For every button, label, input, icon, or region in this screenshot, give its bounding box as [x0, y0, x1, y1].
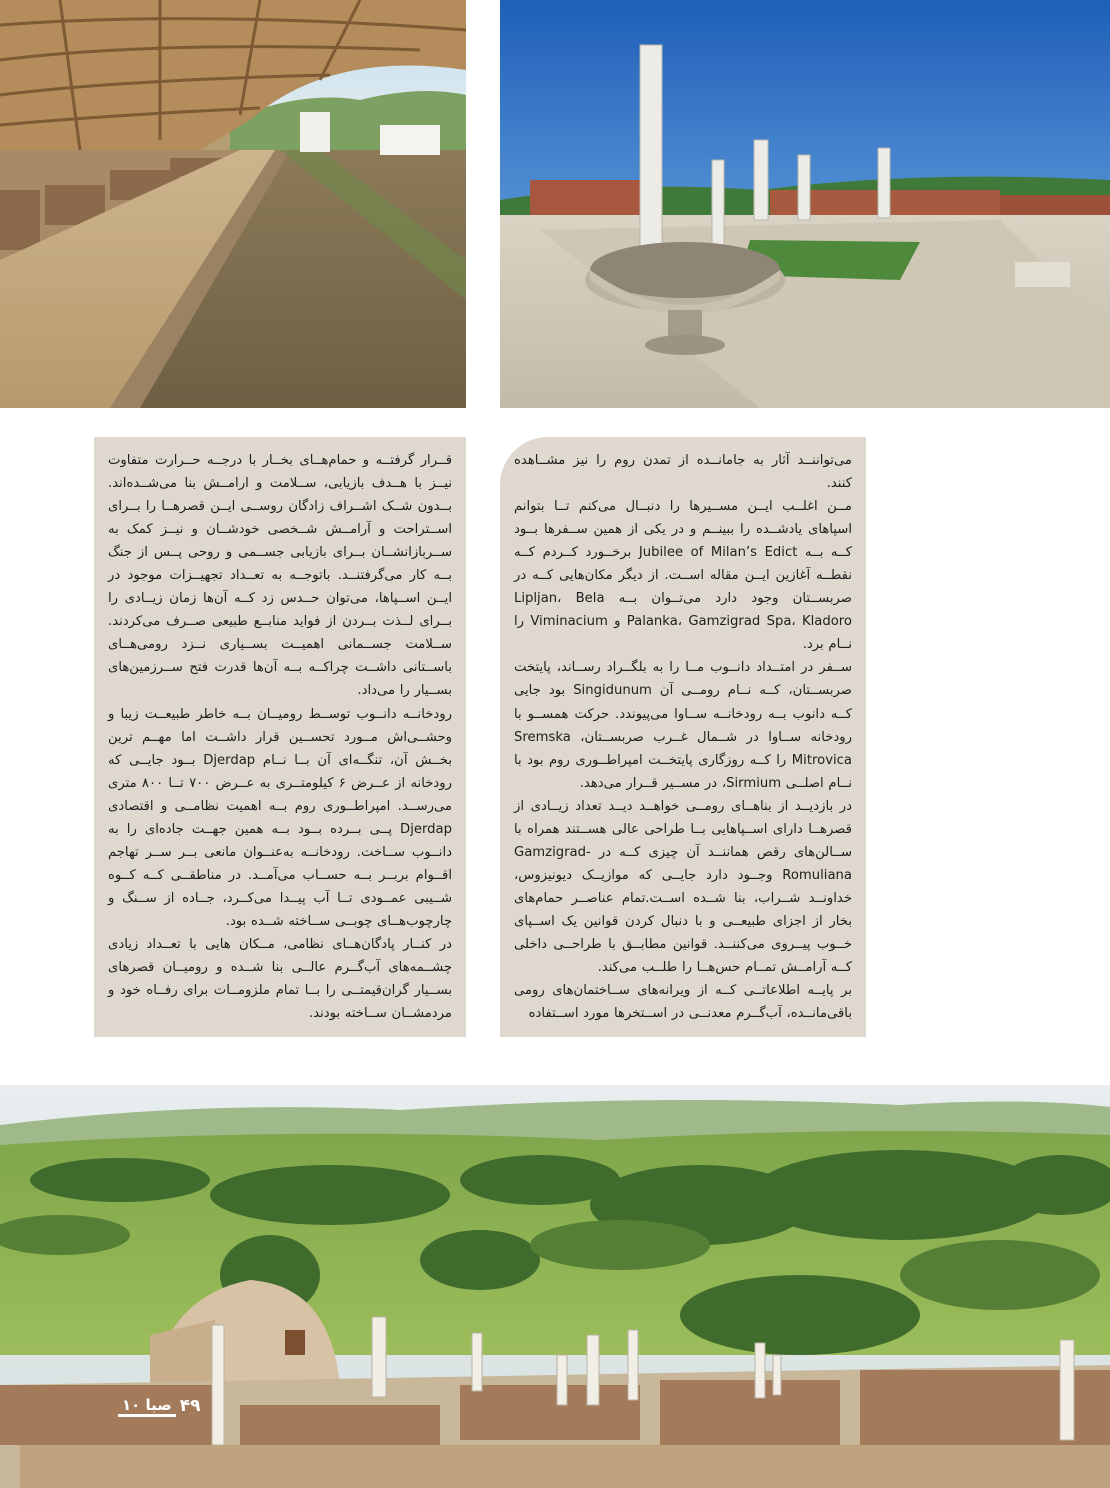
paragraph: ســفر در امتــداد دانــوب مــا را به بلگــراد رســاند، پایتخت صربســتان، کــه نــام رومــی آن Singidunum بود جایی کــه دانوب بــه رودخانــه ســاوا می‌پیوندد. حرکت همســو با رودخانه ســاوا در شــمال غــرب صربســتان، Sremska Mitrovica را کــه روزگاری پایتخــت امپراطــوری روم بود با نــام اصلــی Sirmium، در مســیر قــرار می‌دهد.	[514, 660, 852, 791]
paragraph: می‌تواننــد آثار به جامانــده از تمدن روم را نیز مشــاهده کنند.	[514, 453, 852, 492]
page-folio	[118, 1394, 201, 1418]
roman-bath-shelter-photo	[0, 0, 466, 408]
felix-romuliana-panorama-photo	[0, 1085, 1110, 1488]
paragraph: رودخانــه دانــوب توســط رومیــان بــه خاطر طبیعــت زیبا و وحشــی‌اش مــورد تحســین قرار داشــت اما مهــم ترین بخــش آن، تنگــه‌ای آن بــا نــام Djerdap بــود جایــی که رودخانه از عــرض ۶ کیلومتــری به عــرض ۷۰۰ تــا ۸۰۰ متری می‌رســد. امپراطــوری روم بــه اهمیت نظامــی و اقتصادی Djerdap پــی بــرده بــود بــه همین جهــت جاده‌ای را به دانــوب ســاخت. رودخانــه به‌عنــوان مانعی بــر ســر تهاجم اقــوام بربــر بــه حســاب می‌آمــد. در مناطقــی کــه کــوه شــیبی عمــودی تــا آب پیــدا می‌کــرد، جــاده از ســنگ و چارچوب‌هــای چوبــی ســاخته شــده بود.	[108, 706, 452, 929]
article-column-left	[94, 437, 466, 1037]
magazine-logo: ۱۰ صبا	[118, 1396, 176, 1417]
paragraph: مــن اغلــب ایــن مســیرها را دنبــال می‌کنم تــا بتوانم اسپاهای یادشــده را ببینــم و در یکی از همین ســفرها بــود کــه بــه Jubilee of Milan’s Edict برخــورد کــردم کــه نقطــه آغازین ایــن مقاله اســت. از دیگر مکان‌هایی کــه در صربســتان وجود دارد می‌تــوان بــه Lipljan، Bela Palanka، Gamzigrad Spa، Kladoro و Viminacium را نــام برد.	[514, 499, 852, 653]
paragraph: بر پایــه اطلاعاتــی کــه از ویرانه‌های ســاختمان‌های رومی باقی‌مانــده، آب‌گــرم معدنــی در اســتخرها مورد اســتفاده	[514, 983, 852, 1022]
stone-basin-and-columns-photo	[500, 0, 1110, 408]
paragraph: در بازدیــد از بناهــای رومــی خواهــد دیــد تعداد زیــادی از قصرهــا دارای اســپاهایی بــا طراحی عالی هســتند همراه با ســالن‌های رقص هماننــد آن چیزی کــه در Gamzigrad-Romuliana وجــود دارد جایــی که موازیــک دیونیزوس، خداونــد شــراب، بنا شــده اســت.تمام عناصــر حمام‌های بخار از اجزای طبیعــی و با دنبال کردن قوانین یک اســپای خــوب پیــروی می‌کننــد. قوانین مطابــق با طراحــی داخلی کــه آرامــش تمــام حس‌هــا را طلــب می‌کند.	[514, 798, 852, 976]
article-column-right	[500, 437, 866, 1037]
paragraph: قــرار گرفتــه و حمام‌هــای بخــار با درجــه حــرارت متفاوت نیــز با هــدف بازیابی، ســلامت و ارامــش بنا می‌شــده‌اند. بــدون شــک اشــراف زادگان روســی ایــن قصرهــا را بــرای اســتراحت و آرامــش شــخصی خودشــان و نیــز کمک به ســربازانشــان بــرای بازیابی جســمی و روحی پــس از جنگ بــه کار می‌گرفتنــد. باتوجــه به تعــداد تجهیــزات موجود در ایــن اســپاها، می‌توان حــدس زد کــه آن‌ها زمان زیــادی را بــرای لــذت بــردن از فواید منابــع طبیعی صــرف می‌کردند. ســلامت جســمانی اهمیــت بســیاری نــزد رومی‌هــای باســتانی داشــت چراکــه بــه آن‌ها قدرت فتح ســرزمین‌های بســیار را می‌داد.	[108, 453, 452, 699]
paragraph: در کنــار پادگان‌هــای نظامی، مــکان هایی با تعــداد زیادی چشــمه‌های آب‌گــرم عالــی بنا شــده و رومیــان قصرهای بســیار گران‌قیمتــی را بــا تمام ملزومــات برای رفــاه خود و مردمشــان ســاخته بودند.	[108, 936, 452, 1022]
page-number: ۴۹	[179, 1396, 201, 1416]
